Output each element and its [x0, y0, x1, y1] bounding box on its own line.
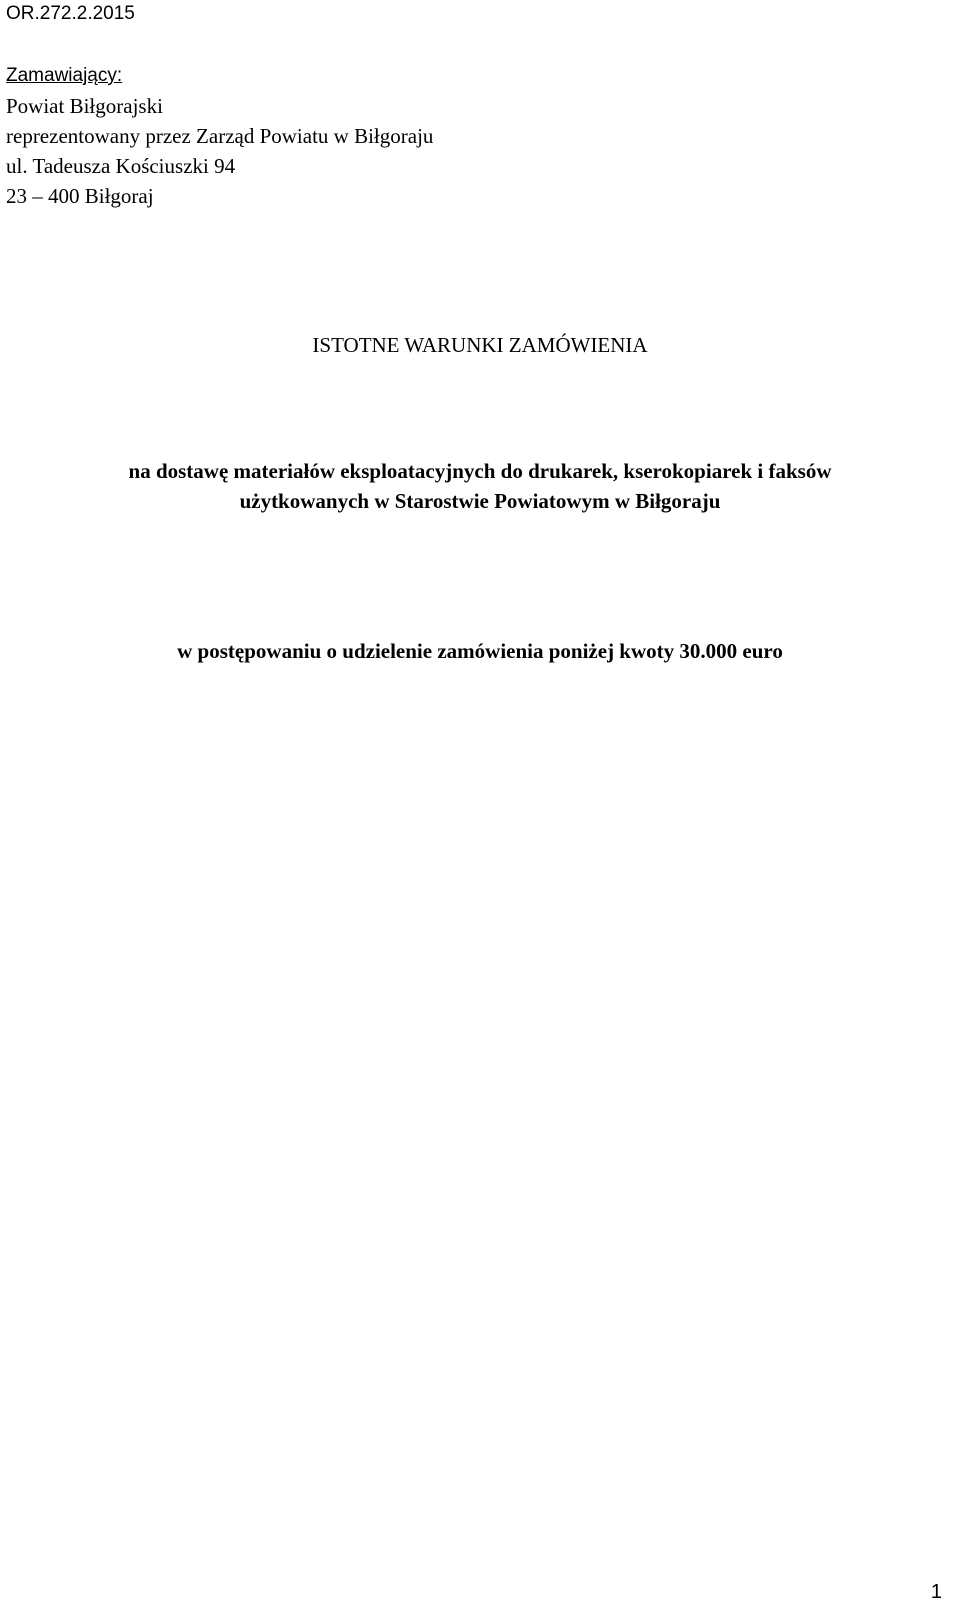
- order-subject: [0, 456, 960, 516]
- reference-number: OR.272.2.2015: [6, 3, 135, 24]
- buyer-name: Powiat Biłgorajski: [6, 94, 163, 118]
- page-number: 1: [930, 1581, 942, 1603]
- buyer-postal-city: 23 – 400 Biłgoraj: [6, 184, 154, 208]
- document-title: ISTOTNE WARUNKI ZAMÓWIENIA: [312, 333, 648, 357]
- order-subject-line-1: na dostawę materiałów eksploatacyjnych do drukarek, kserokopiarek i faksów: [128, 459, 832, 483]
- order-subject-line-2: użytkowanych w Starostwie Powiatowym w Biłgoraju: [239, 489, 721, 513]
- buyer-represented-by: reprezentowany przez Zarząd Powiatu w Biłgoraju: [6, 124, 434, 148]
- buyer-heading: Zamawiający:: [6, 65, 123, 86]
- procedure-description: w postępowaniu o udzielenie zamówienia poniżej kwoty 30.000 euro: [177, 639, 783, 663]
- buyer-block: [6, 61, 433, 211]
- buyer-street: ul. Tadeusza Kościuszki 94: [6, 154, 236, 178]
